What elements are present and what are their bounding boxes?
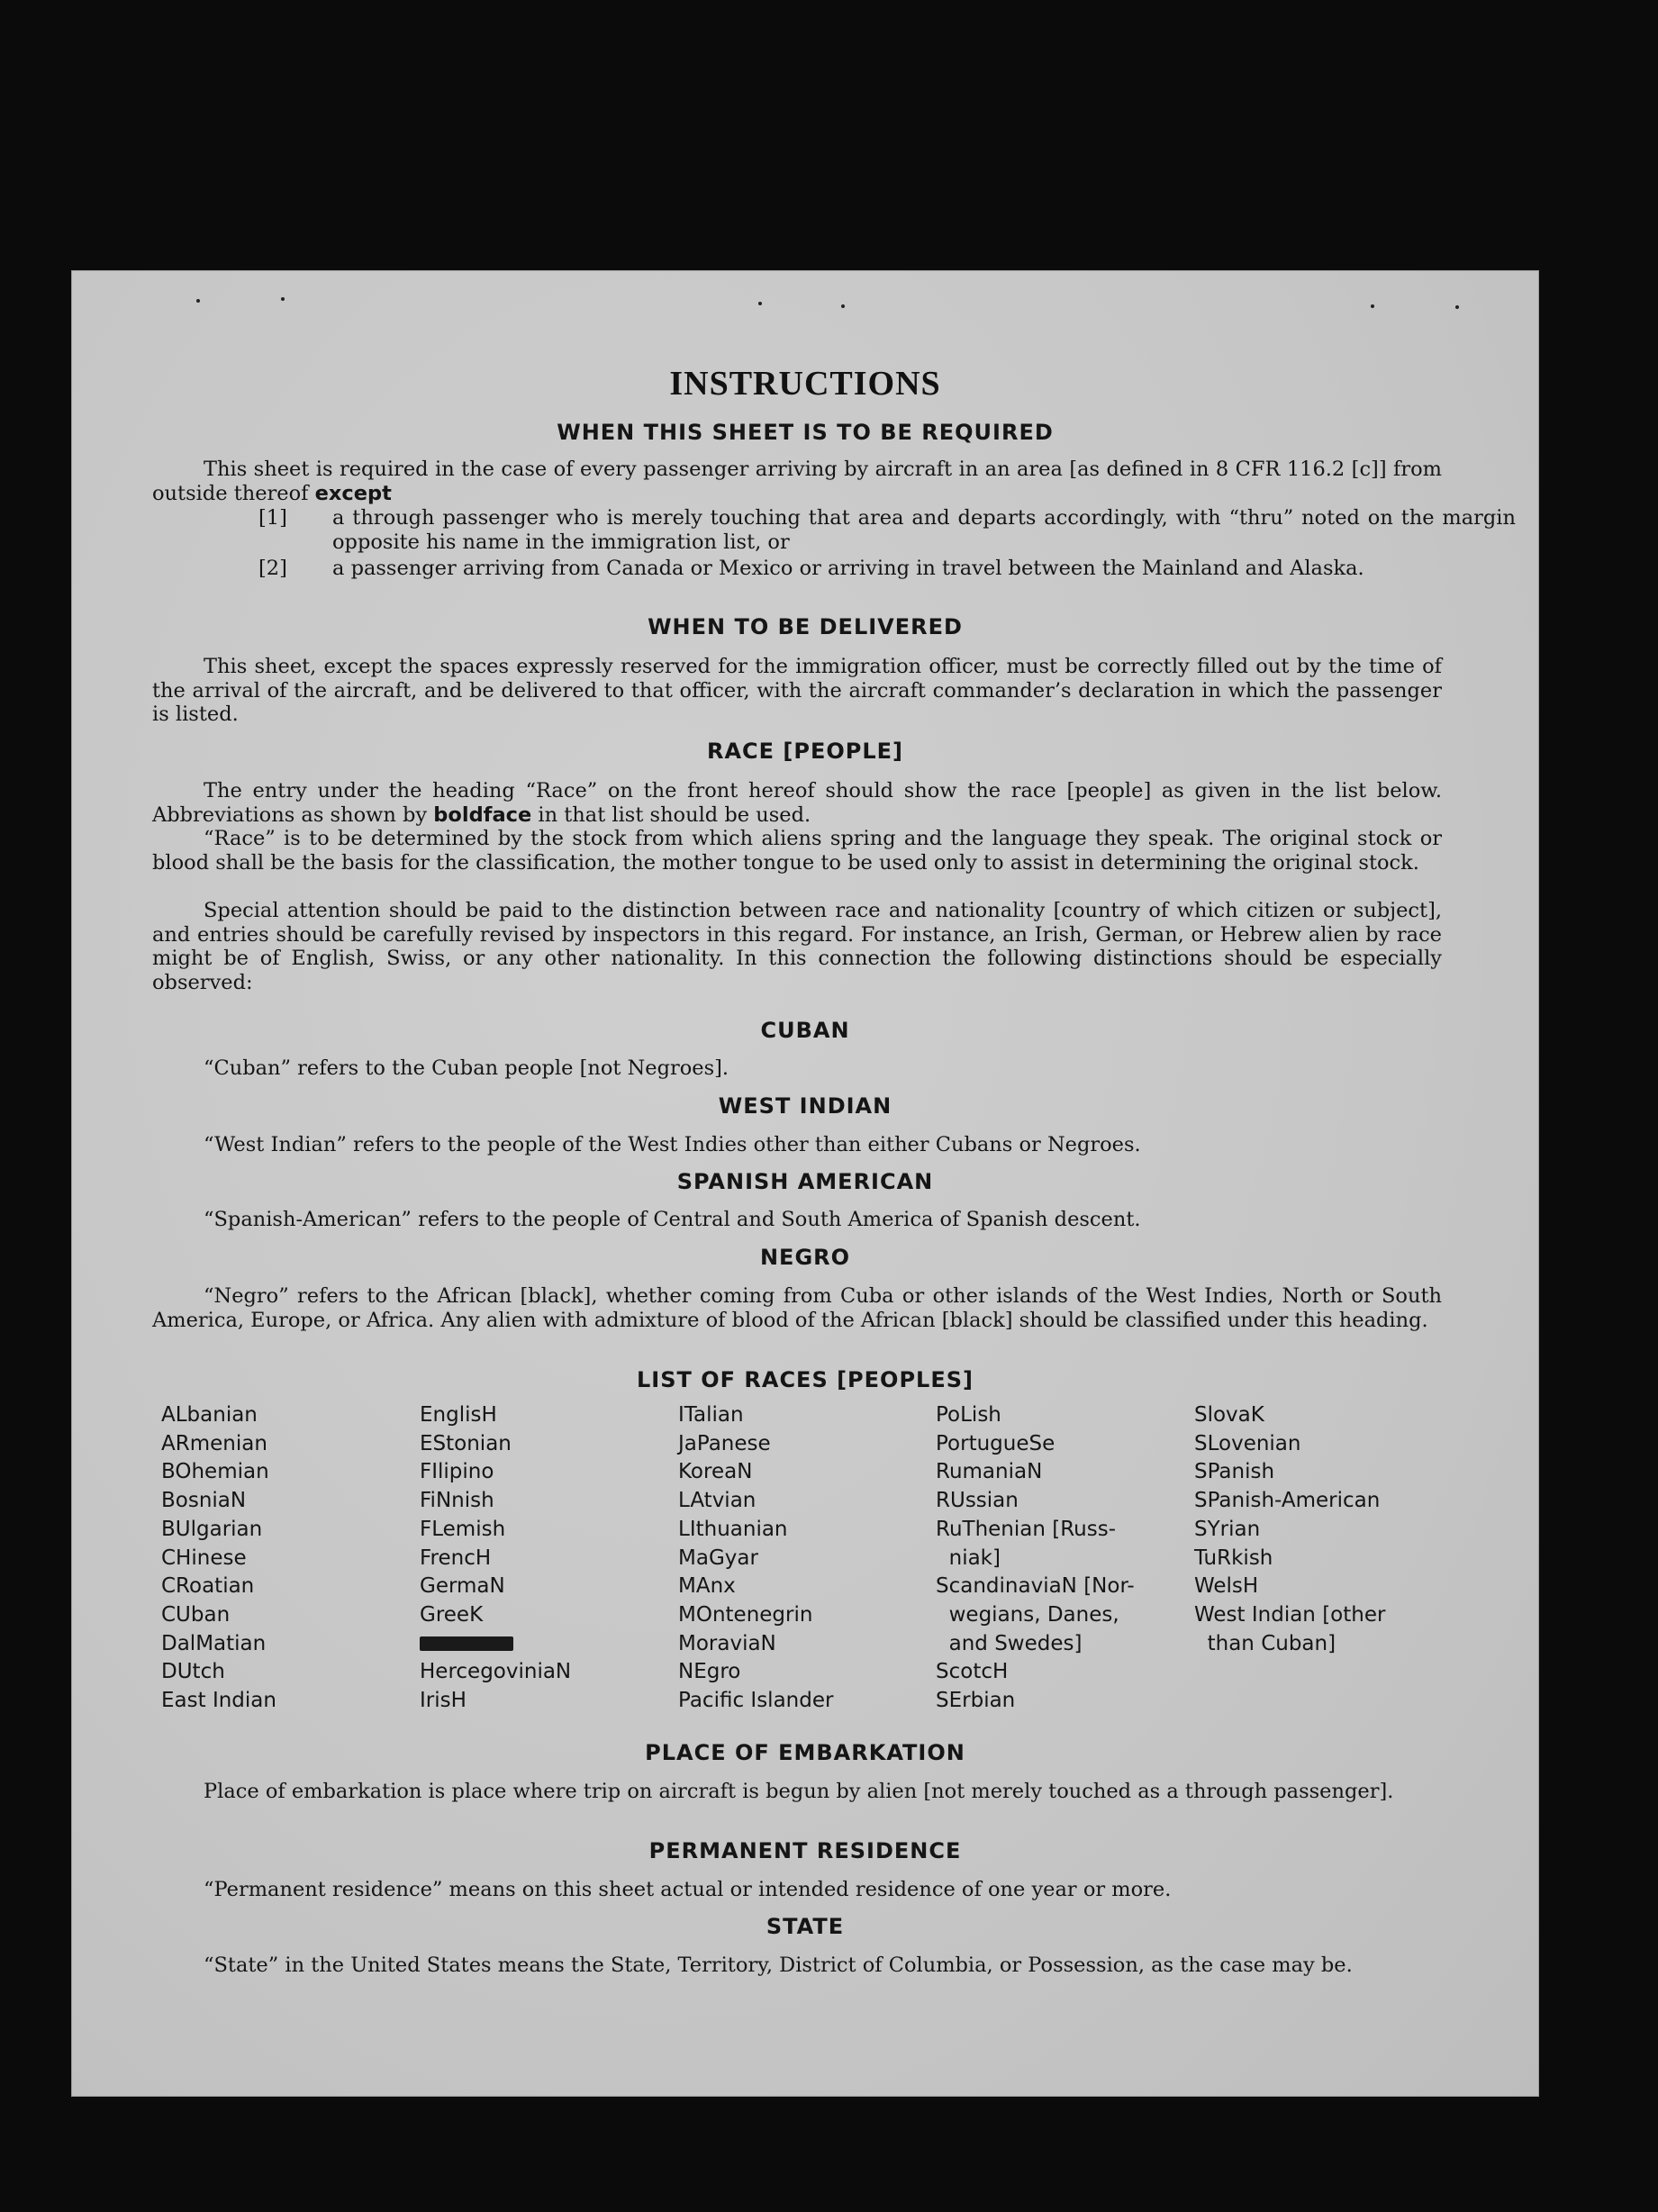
document-sheet: [71, 270, 1539, 2097]
race-list-item: wegians, Danes,: [936, 1602, 1119, 1627]
race-list-item: NEgro: [678, 1660, 741, 1684]
negro-text: “Negro” refers to the African [black], whether coming from Cuba or other islands of the West Indies, North or South America, Europe, or Africa. Any alien with admixture of blood of the African [black] should be classified under this heading.: [152, 1284, 1442, 1332]
section-heading-required: WHEN THIS SHEET IS TO BE REQUIRED: [557, 420, 1054, 445]
west-indian-text: “West Indian” refers to the people of the West Indies other than either Cubans or Negroes.: [204, 1133, 1141, 1156]
race-list-item: MoraviaN: [678, 1631, 776, 1655]
exception-item-1: [1] a through passenger who is merely touching that area and departs accordingly, with “thru” noted on the margin opposite his name in the immigration list, or: [258, 506, 1516, 554]
race-list-item: MOntenegrin: [678, 1602, 813, 1627]
residence-text: “Permanent residence” means on this sheet actual or intended residence of one year or more.: [204, 1878, 1172, 1901]
section-heading-west-indian: WEST INDIAN: [718, 1093, 892, 1119]
embarkation-text: Place of embarkation is place where trip on aircraft is begun by alien [not merely touched as a through passenger].: [204, 1780, 1394, 1803]
race-list-item: PortugueSe: [936, 1431, 1056, 1455]
race-list-column-1: [161, 1401, 276, 1716]
race-list-column-2: [420, 1401, 571, 1716]
race-list-column-5: [1194, 1401, 1385, 1658]
race-list-item: EStonian: [420, 1431, 512, 1455]
race-list-item: than Cuban]: [1194, 1631, 1336, 1655]
section-heading-embarkation: PLACE OF EMBARKATION: [645, 1740, 965, 1765]
punch-mark: [758, 302, 762, 305]
race-list-column-3: [678, 1401, 833, 1716]
race-list-item: BosniaN: [161, 1489, 247, 1513]
race-list-item: niak]: [936, 1546, 1001, 1570]
section-heading-list: LIST OF RACES [PEOPLES]: [637, 1367, 974, 1392]
race-list-item: SYrian: [1194, 1517, 1261, 1541]
race-list-item: EnglisH: [420, 1403, 497, 1427]
punch-mark: [1455, 305, 1459, 309]
redaction-mark: [420, 1636, 513, 1651]
race-list-item: PoLish: [936, 1403, 1001, 1427]
exception-item-2: [2] a passenger arriving from Canada or Mexico or arriving in travel between the Mainland and Alaska.: [258, 557, 1364, 580]
race-list-item: and Swedes]: [936, 1631, 1083, 1655]
race-list-item: FLemish: [420, 1517, 506, 1541]
race-list-item: KoreaN: [678, 1460, 753, 1484]
required-intro: This sheet is required in the case of every passenger arriving by aircraft in an area [as defined in 8 CFR 116.2 [c]] from outside thereof except: [152, 458, 1442, 505]
section-heading-spanish-american: SPANISH AMERICAN: [676, 1169, 934, 1194]
race-list-column-4: [936, 1401, 1135, 1716]
spanish-american-text: “Spanish-American” refers to the people of Central and South America of Spanish descent.: [204, 1208, 1141, 1231]
race-list-item: SLovenian: [1194, 1431, 1301, 1455]
punch-mark: [281, 297, 285, 301]
punch-mark: [196, 299, 200, 303]
race-list-item: LIthuanian: [678, 1517, 788, 1541]
race-list-item: DalMatian: [161, 1631, 267, 1655]
punch-mark: [841, 304, 845, 308]
race-list-item: BUlgarian: [161, 1517, 263, 1541]
race-list-item: GermaN: [420, 1574, 505, 1599]
race-list-item: CUban: [161, 1602, 231, 1627]
page-title: INSTRUCTIONS: [669, 365, 941, 403]
section-heading-delivered: WHEN TO BE DELIVERED: [648, 614, 963, 639]
race-list-item: FIlipino: [420, 1460, 494, 1484]
race-list-item: TuRkish: [1194, 1546, 1273, 1570]
cuban-text: “Cuban” refers to the Cuban people [not Negroes].: [204, 1056, 729, 1080]
section-heading-race: RACE [PEOPLE]: [706, 739, 904, 764]
race-list-item: ScandinaviaN [Nor-: [936, 1574, 1135, 1599]
punch-mark: [1371, 304, 1374, 308]
section-heading-residence: PERMANENT RESIDENCE: [648, 1838, 962, 1863]
section-heading-negro: NEGRO: [759, 1245, 851, 1270]
race-list-item: RuThenian [Russ-: [936, 1517, 1117, 1541]
race-list-item: LAtvian: [678, 1489, 757, 1513]
race-list-item: HercegoviniaN: [420, 1660, 572, 1684]
section-heading-cuban: CUBAN: [760, 1018, 850, 1043]
section-heading-state: STATE: [766, 1914, 845, 1939]
delivered-text: This sheet, except the spaces expressly reserved for the immigration officer, must be correctly filled out by the time of the arrival of the aircraft, and be delivered to that officer, with the aircraft commander’s declaration in which the passenger is listed.: [152, 655, 1442, 726]
race-list-item: West Indian [other: [1194, 1602, 1386, 1627]
race-list-item: GreeK: [420, 1602, 484, 1627]
race-list-item: SPanish-American: [1194, 1489, 1381, 1513]
race-list-item: SErbian: [936, 1689, 1016, 1713]
race-list-item: ScotcH: [936, 1660, 1009, 1684]
race-list-item: SlovaK: [1194, 1403, 1264, 1427]
race-list-item: SPanish: [1194, 1460, 1275, 1484]
race-list-item: CRoatian: [161, 1574, 255, 1599]
race-list-item: IrisH: [420, 1689, 467, 1713]
race-list-item: FrencH: [420, 1546, 492, 1570]
race-list-item: JaPanese: [678, 1431, 771, 1455]
race-paragraph-3: Special attention should be paid to the distinction between race and nationality [country of which citizen or subject], and entries should be carefully revised by inspectors in this regard. For instance, an Irish, German, or Hebrew alien by race might be of English, Swiss, or any other nationality. In this connection the following distinctions should be especially observed:: [152, 899, 1442, 994]
race-list-item: RUssian: [936, 1489, 1019, 1513]
race-list-item: East Indian: [161, 1689, 276, 1713]
race-list-item: DUtch: [161, 1660, 225, 1684]
race-paragraph-2: “Race” is to be determined by the stock from which aliens spring and the language they speak. The original stock or blood shall be the basis for the classification, the mother tongue to be used only to assist in determining the original stock.: [152, 827, 1442, 875]
race-paragraph-1: The entry under the heading “Race” on the front hereof should show the race [people] as given in the list below. Abbreviations as shown by boldface in that list should be used.: [152, 779, 1442, 827]
race-list-item: MaGyar: [678, 1546, 758, 1570]
race-list-item: RumaniaN: [936, 1460, 1043, 1484]
race-list-item: BOhemian: [161, 1460, 269, 1484]
race-list-item: CHinese: [161, 1546, 247, 1570]
race-list-item: WelsH: [1194, 1574, 1259, 1599]
race-list-item: ALbanian: [161, 1403, 258, 1427]
race-list-item: ITalian: [678, 1403, 744, 1427]
race-list-item: ARmenian: [161, 1431, 267, 1455]
race-list-item: FiNnish: [420, 1489, 494, 1513]
race-list-item: Pacific Islander: [678, 1689, 834, 1713]
race-list-item: [420, 1630, 571, 1659]
state-text: “State” in the United States means the State, Territory, District of Columbia, or Possession, as the case may be.: [204, 1954, 1353, 1977]
race-list-item: MAnx: [678, 1574, 736, 1599]
